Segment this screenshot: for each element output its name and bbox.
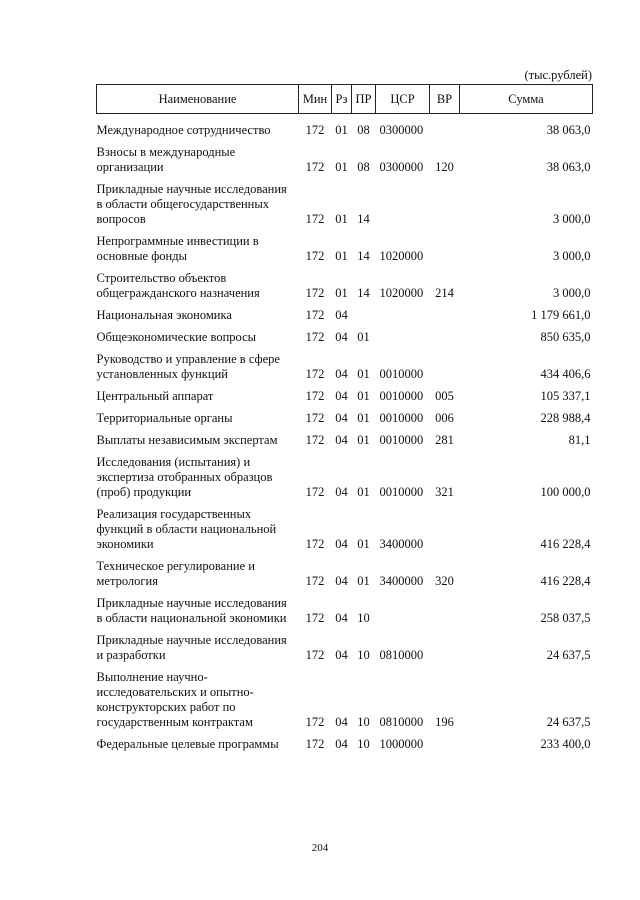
cell-csr: 1000000 — [379, 737, 424, 751]
cell-rz: 04 — [335, 485, 348, 499]
header-vr: ВР — [430, 85, 460, 114]
table-row — [97, 175, 593, 227]
cell-rz: 01 — [335, 123, 348, 137]
cell-min: 172 — [305, 286, 325, 300]
cell-pr: 10 — [357, 737, 370, 751]
cell-min: 172 — [305, 537, 325, 551]
cell-sum: 24 637,5 — [546, 715, 591, 729]
cell-sum: 105 337,1 — [540, 389, 591, 403]
budget-table — [96, 84, 593, 752]
cell-pr: 14 — [357, 249, 370, 263]
cell-sum: 38 063,0 — [546, 123, 591, 137]
cell-min: 172 — [305, 433, 325, 447]
cell-pr: 10 — [357, 648, 370, 662]
cell-name: Выполнение научно-исследовательских и опытно-конструкторских работ по государственным контрактам — [96, 670, 254, 729]
table-row — [97, 404, 593, 426]
cell-rz: 04 — [335, 433, 348, 447]
cell-csr: 1020000 — [379, 286, 424, 300]
header-rz: Рз — [332, 85, 352, 114]
cell-vr — [430, 345, 460, 382]
cell-name: Прикладные научные исследования в области общегосударственных вопросов — [96, 182, 287, 226]
header-name: Наименование — [97, 85, 299, 114]
cell-rz: 04 — [335, 411, 348, 425]
cell-vr: 321 — [435, 485, 454, 499]
cell-vr: 281 — [435, 433, 454, 447]
table-row — [97, 730, 593, 752]
cell-rz: 04 — [335, 308, 348, 322]
table-row — [97, 114, 593, 139]
cell-vr: 196 — [435, 715, 454, 729]
cell-csr: 0810000 — [379, 648, 424, 662]
cell-min: 172 — [305, 308, 325, 322]
cell-vr — [430, 589, 460, 626]
cell-name: Непрограммные инвестиции в основные фонды — [96, 234, 259, 263]
cell-sum: 100 000,0 — [540, 485, 591, 499]
table-row — [97, 227, 593, 264]
page-number: 204 — [311, 842, 329, 854]
cell-rz: 04 — [335, 737, 348, 751]
header-sum: Сумма — [460, 85, 593, 114]
cell-sum: 24 637,5 — [546, 648, 591, 662]
cell-min: 172 — [305, 648, 325, 662]
header-pr: ПР — [352, 85, 376, 114]
table-row — [97, 500, 593, 552]
cell-vr — [430, 323, 460, 345]
cell-rz: 04 — [335, 715, 348, 729]
cell-sum: 416 228,4 — [540, 537, 591, 551]
cell-min: 172 — [305, 249, 325, 263]
cell-name: Исследования (испытания) и экспертиза отобранных образцов (проб) продукции — [96, 455, 273, 499]
cell-rz: 01 — [335, 212, 348, 226]
cell-min: 172 — [305, 411, 325, 425]
cell-csr: 0810000 — [379, 715, 424, 729]
cell-sum: 416 228,4 — [540, 574, 591, 588]
cell-min: 172 — [305, 574, 325, 588]
cell-min: 172 — [305, 611, 325, 625]
cell-csr: 3400000 — [379, 574, 424, 588]
cell-sum: 3 000,0 — [553, 249, 591, 263]
cell-csr: 0300000 — [379, 123, 424, 137]
cell-csr: 1020000 — [379, 249, 424, 263]
header-csr: ЦСР — [376, 85, 430, 114]
cell-vr — [430, 114, 460, 139]
table-row — [97, 345, 593, 382]
cell-sum: 3 000,0 — [553, 212, 591, 226]
cell-sum: 258 037,5 — [540, 611, 591, 625]
cell-pr: 10 — [357, 611, 370, 625]
cell-min: 172 — [305, 715, 325, 729]
cell-min: 172 — [305, 389, 325, 403]
cell-csr: 3400000 — [379, 537, 424, 551]
cell-name: Общеэкономические вопросы — [96, 330, 257, 344]
cell-rz: 01 — [335, 160, 348, 174]
cell-vr: 006 — [435, 411, 454, 425]
cell-csr: 0010000 — [379, 485, 424, 499]
table-row — [97, 301, 593, 323]
cell-pr: 01 — [357, 367, 370, 381]
cell-csr: 0300000 — [379, 160, 424, 174]
table-header — [97, 85, 593, 114]
cell-sum: 3 000,0 — [553, 286, 591, 300]
cell-csr — [376, 301, 430, 323]
cell-min: 172 — [305, 367, 325, 381]
cell-vr — [430, 175, 460, 227]
cell-name: Прикладные научные исследования в области национальной экономики — [96, 596, 287, 625]
cell-name: Выплаты независимым экспертам — [96, 433, 278, 447]
cell-pr: 01 — [357, 485, 370, 499]
table-row — [97, 663, 593, 730]
cell-sum: 81,1 — [568, 433, 591, 447]
cell-name: Территориальные органы — [96, 411, 233, 425]
cell-name: Центральный аппарат — [96, 389, 214, 403]
cell-pr: 01 — [357, 537, 370, 551]
table-row — [97, 552, 593, 589]
cell-sum: 434 406,6 — [540, 367, 591, 381]
cell-min: 172 — [305, 160, 325, 174]
cell-pr: 01 — [357, 330, 370, 344]
table-row — [97, 426, 593, 448]
cell-min: 172 — [305, 212, 325, 226]
cell-sum: 1 179 661,0 — [531, 308, 591, 322]
cell-name: Национальная экономика — [96, 308, 232, 322]
cell-name: Строительство объектов общегражданского назначения — [96, 271, 260, 300]
cell-vr — [430, 730, 460, 752]
table-row — [97, 382, 593, 404]
cell-pr: 08 — [357, 160, 370, 174]
cell-sum: 850 635,0 — [540, 330, 591, 344]
table-row — [97, 138, 593, 175]
cell-vr — [430, 500, 460, 552]
cell-vr: 320 — [435, 574, 454, 588]
cell-csr: 0010000 — [379, 389, 424, 403]
cell-pr: 14 — [357, 286, 370, 300]
cell-pr: 01 — [357, 389, 370, 403]
cell-pr: 01 — [357, 411, 370, 425]
cell-vr — [430, 301, 460, 323]
cell-name: Международное сотрудничество — [96, 123, 271, 137]
cell-vr — [430, 626, 460, 663]
cell-csr — [376, 175, 430, 227]
cell-name: Прикладные научные исследования и разработки — [96, 633, 287, 662]
cell-pr — [352, 301, 376, 323]
cell-name: Руководство и управление в сфере установленных функций — [96, 352, 280, 381]
cell-name: Федеральные целевые программы — [96, 737, 279, 751]
cell-sum: 38 063,0 — [546, 160, 591, 174]
cell-rz: 04 — [335, 367, 348, 381]
cell-rz: 04 — [335, 648, 348, 662]
cell-pr: 08 — [357, 123, 370, 137]
cell-vr: 005 — [435, 389, 454, 403]
cell-pr: 10 — [357, 715, 370, 729]
cell-csr — [376, 323, 430, 345]
cell-rz: 04 — [335, 537, 348, 551]
table-body — [97, 114, 593, 753]
cell-vr: 214 — [435, 286, 454, 300]
table-row — [97, 626, 593, 663]
cell-csr — [376, 589, 430, 626]
cell-min: 172 — [305, 485, 325, 499]
cell-pr: 01 — [357, 574, 370, 588]
cell-name: Техническое регулирование и метрология — [96, 559, 255, 588]
cell-rz: 01 — [335, 286, 348, 300]
cell-vr: 120 — [435, 160, 454, 174]
cell-sum: 228 988,4 — [540, 411, 591, 425]
cell-name: Взносы в международные организации — [96, 145, 236, 174]
cell-vr — [430, 227, 460, 264]
cell-rz: 04 — [335, 389, 348, 403]
cell-min: 172 — [305, 123, 325, 137]
cell-csr: 0010000 — [379, 411, 424, 425]
units-label: (тыс.рублей) — [524, 68, 592, 82]
cell-sum: 233 400,0 — [540, 737, 591, 751]
cell-csr: 0010000 — [379, 433, 424, 447]
cell-min: 172 — [305, 330, 325, 344]
header-min: Мин — [299, 85, 332, 114]
cell-csr: 0010000 — [379, 367, 424, 381]
cell-rz: 01 — [335, 249, 348, 263]
table-row — [97, 323, 593, 345]
cell-pr: 01 — [357, 433, 370, 447]
cell-rz: 04 — [335, 611, 348, 625]
cell-name: Реализация государственных функций в области национальной экономики — [96, 507, 277, 551]
cell-pr: 14 — [357, 212, 370, 226]
table-row — [97, 448, 593, 500]
cell-rz: 04 — [335, 330, 348, 344]
cell-rz: 04 — [335, 574, 348, 588]
cell-min: 172 — [305, 737, 325, 751]
table-row — [97, 264, 593, 301]
table-row — [97, 589, 593, 626]
